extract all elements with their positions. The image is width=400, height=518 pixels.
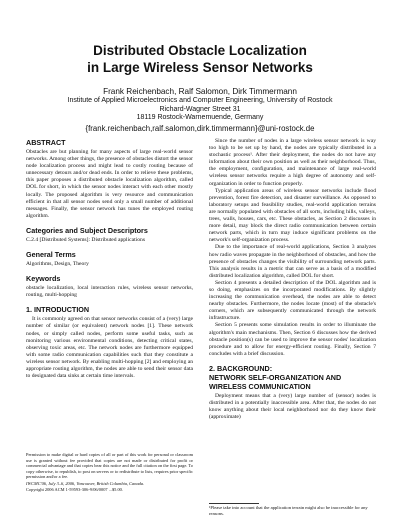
background-text: Deployment means that a (very) large number of (sensor) nodes is distributed in a potentially inaccessible area. After that, the nodes do not know anything about their local neighborhood nor do they know their (approximate)	[209, 392, 376, 421]
venue-text: IWCMC'06, July 3–6, 2006, Vancouver, British Columbia, Canada.	[26, 480, 145, 486]
left-column	[26, 138, 193, 380]
background-heading	[209, 364, 376, 391]
right-paragraph-1: Since the number of nodes in a large wireless sensor network is way too high to be set up by hand, the nodes are typically distributed in a stochastic process¹. After their deployment, the nodes do not have any information about their own position as well as their neighborhood. Thus, the employment, configuration, and maintenance of large real-world wireless sensor networks require a high degree of autonomy and self-organization in order to function properly.	[209, 138, 376, 187]
right-paragraph-3: Due to the importance of real-world applications, Section 3 analyzes how radio waves propagate in the neighborhood of obstacles, and how the presence of obstacles changes the visibility of surrounding network parts. This analysis results in a metric that can serve as a basis of a modified distributed localization algorithm, called DOL for short.	[209, 244, 376, 279]
permission-text: Permission to make digital or hard copies of all or part of this work for personal or classroom use is granted without fee provided that copies are not made or distributed for profit or commercial advantage and that copies bear this notice and the full citation on the first page. To copy otherwise, to republish, to post on servers or to redistribute to lists, requires prior specific permission and/or a fee.	[26, 452, 193, 479]
author-block	[0, 88, 400, 133]
categories-heading: Categories and Subject Descriptors	[26, 225, 148, 235]
right-column	[209, 138, 376, 421]
author-emails: {frank.reichenbach,ralf.salomon,dirk.timmermann}@uni-rostock.de	[85, 123, 315, 133]
paper-title	[0, 42, 400, 76]
introduction-text: It is commonly agreed on that sensor networks consist of a (very) large number of similar (or equivalent) network nodes [1]. These network nodes, or simply called nodes, perform some useful tasks, such as monitoring various environmental conditions, detecting critical states, observing toxic areas, etc. The network nodes are furthermore equipped with some radio communication capabilities such that they constitute a wireless sensor network. By enabling multi-hopping [2] and employing an appropriate routing algorithm, the nodes are able to send their sensor data to designated data sinks at certain time intervals.	[26, 316, 193, 380]
keywords-text: obstacle localization, local interaction rules, wireless sensor networks, routing, multi-hopping	[26, 285, 193, 299]
categories-text: C.2.4 [Distributed Systems]: Distributed applications	[26, 236, 146, 243]
introduction-heading: 1. INTRODUCTION	[26, 305, 90, 315]
title-line-1: Distributed Obstacle Localization	[93, 43, 307, 58]
keywords-heading: Keywords	[26, 274, 61, 284]
title-line-2: in Large Wireless Sensor Networks	[87, 60, 313, 75]
permission-notice	[26, 452, 193, 494]
background-heading-line-1: 2. BACKGROUND:	[209, 363, 273, 373]
terms-text: Algorithms, Design, Theory	[26, 261, 89, 268]
right-paragraph-4: Section 4 presents a detailed description of the DOL algorithm and is so doing, emphasizes on the incorporated modifications. By slightly increasing the communication overhead, the nodes are able to detect nearby obstacles. Furthermore, the nodes locate (most) of the obstacle's corners, which are subsequently communicated through the network infrastructure.	[209, 279, 376, 322]
footnote: ¹Please take into account that the application terrain might also be inaccessible for any reasons.	[209, 505, 368, 516]
footnote-rule	[209, 503, 259, 504]
copyright-text: Copyright 2006 ACM 1-59593-306-9/06/0007 ...$5.00.	[26, 487, 123, 492]
right-paragraph-5: Section 5 presents some simulation results in order to illuminate the algorithm's main mechanisms. Then, Section 6 discusses how the derived obstacle position(s) can be used to improve the sensor nodes' localization procedure and to allow for energy-efficient routing. Finally, Section 7 concludes with a brief discussion.	[209, 322, 376, 357]
address-line-1: Richard-Wagner Street 31	[159, 105, 241, 113]
abstract-heading: ABSTRACT	[26, 138, 66, 147]
background-heading-line-2: NETWORK SELF-ORGANIZATION AND	[209, 372, 342, 382]
right-paragraph-2: Typical application areas of wireless sensor networks include flood prevention, forest fire detection, and disaster surveillance. As opposed to laboratory setups and feasibility studies, real-world application terrains are normally populated with obstacles of all sorts, including hills, valleys, trees, walls, houses, cars, etc. These obstacles, as Section 2 discusses in more detail, may block the direct radio communication between certain network parts, which in turn may induce significant problems on the network's self-organization process.	[209, 187, 376, 244]
background-heading-line-3: WIRELESS COMMUNICATION	[209, 381, 311, 391]
abstract-text: Obstacles are but planning for many aspects of large real-world sensor networks. Among other things, the presence of obstacles distort the sensor node localization process and might lead to costly routing because of unnecessary detours and/or dead ends. In order to relieve these problems, this paper proposes a distributed obstacle localization algorithm, called DOL for short, in which the sensor nodes interact with each other mostly locally. The proposed algorithm is very resource and communication efficient in that all sensor nodes send only a small number of additional messages. Finally, the sensor network has tunes the employed routing algorithm.	[26, 149, 193, 219]
terms-heading: General Terms	[26, 250, 76, 260]
author-names: Frank Reichenbach, Ralf Salomon, Dirk Timmermann	[103, 87, 297, 96]
address-line-2: 18119 Rostock-Warnemuende, Germany	[136, 114, 264, 122]
affiliation: Institute of Applied Microelectronics and Computer Engineering, University of Rostock	[67, 97, 333, 105]
